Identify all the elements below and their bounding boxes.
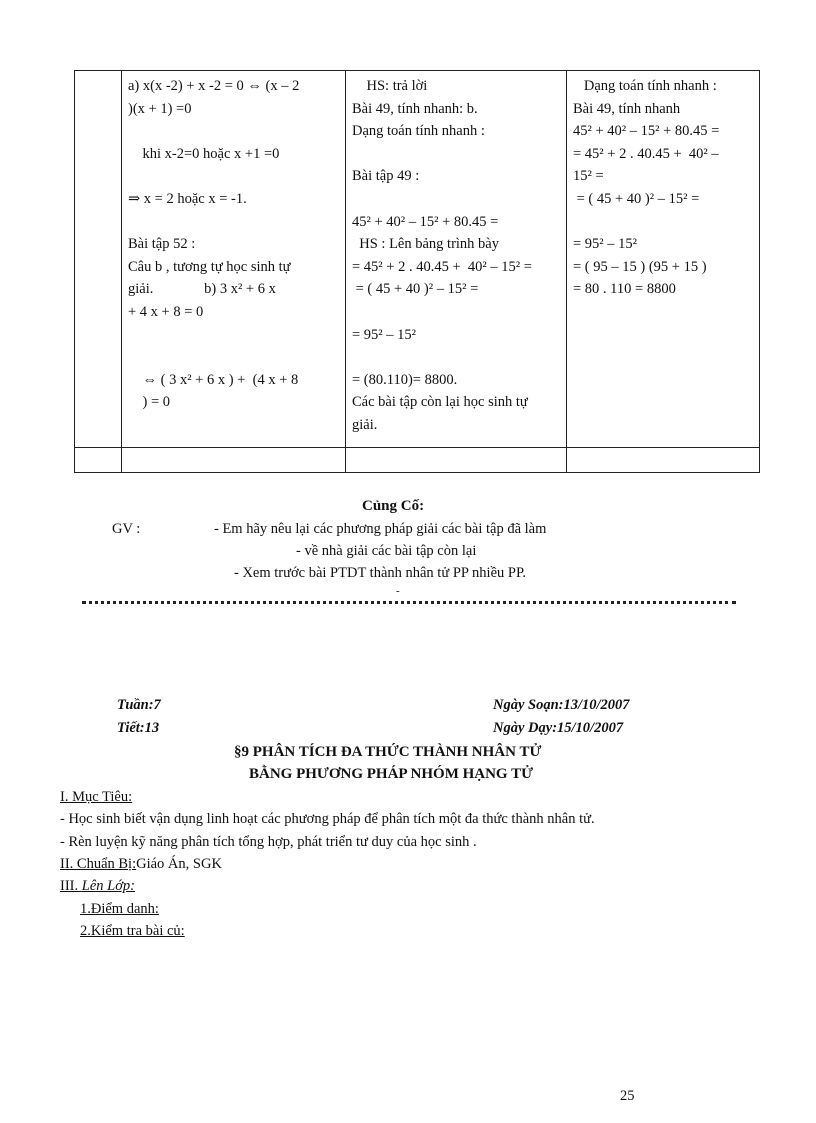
page-number: 25 (620, 1088, 635, 1104)
table-line (128, 324, 339, 347)
table-line: giải. (352, 416, 378, 433)
cungco-dash: - (396, 585, 400, 597)
table-cell-empty (75, 71, 122, 448)
lesson-table (74, 70, 760, 473)
table-line: giải. b) 3 x² + 6 x (128, 281, 276, 298)
table-line (352, 301, 560, 324)
table-line: 45² + 40² – 15² + 80.45 = (352, 213, 499, 230)
table-line: = 45² + 2 . 40.45 + 40² – 15² = (352, 258, 532, 275)
cungco-line-2: - về nhà giải các bài tập còn lại (296, 543, 477, 559)
cungco-line-1: - Em hãy nêu lại các phương pháp giải các bài tập đã làm (214, 521, 547, 537)
class-procedure-heading (60, 878, 135, 895)
teaching-date: Ngày Dạy:15/10/2007 (493, 720, 624, 736)
table-line (128, 211, 339, 234)
objective-2: - Rèn luyện kỹ năng phân tích tổng hợp, phát triển tư duy của học sinh . (60, 834, 477, 850)
table-line: + 4 x + 8 = 0 (128, 303, 204, 320)
board-column (567, 71, 759, 301)
table-line: ⇒ x = 2 hoặc x = -1. (128, 190, 247, 207)
week-label: Tuần:7 (117, 697, 161, 713)
preparation-heading: II. Chuẩn Bị: (60, 856, 137, 872)
preparation-date: Ngày Soạn:13/10/2007 (493, 697, 630, 713)
table-cell-empty (122, 448, 346, 473)
table-line (128, 346, 339, 369)
table-line: Bài 49, tính nhanh (573, 100, 681, 117)
class-procedure-label: Lên Lớp: (81, 878, 136, 894)
objectives-heading: I. Mục Tiêu: (60, 789, 133, 805)
class-procedure-prefix: III. (60, 878, 82, 894)
table-line: = (80.110)= 8800. (352, 371, 458, 388)
table-line: Các bài tập còn lại học sinh tự (352, 394, 528, 411)
table-cell-empty (346, 448, 567, 473)
table-line: Bài tập 52 : (128, 236, 196, 253)
table-line: = ( 45 + 40 )² – 15² = (352, 281, 479, 298)
content-column (122, 71, 345, 414)
homework-check-step: 2.Kiểm tra bài củ: (80, 923, 185, 939)
table-line: a) x(x -2) + x -2 = 0 ⇔ (x – 2 (128, 78, 300, 94)
table-line: = ( 95 – 15 ) (95 + 15 ) (573, 258, 707, 275)
table-line (128, 165, 339, 188)
table-line: = 45² + 2 . 40.45 + 40² – (573, 145, 719, 162)
table-line: = ( 45 + 40 )² – 15² = (573, 190, 700, 207)
preparation-value: Giáo Án, SGK (136, 856, 222, 872)
table-cell-empty (567, 448, 760, 473)
table-line: 45² + 40² – 15² + 80.45 = (573, 123, 720, 140)
table-line: )(x + 1) =0 (128, 100, 192, 117)
table-line: Bài 49, tính nhanh: b. (352, 100, 478, 117)
table-line: Dạng toán tính nhanh : (573, 78, 717, 94)
table-line (352, 346, 560, 369)
table-line: Dạng toán tính nhanh : (352, 123, 485, 140)
table-line: = 95² – 15² (352, 326, 416, 343)
table-line: 15² = (573, 168, 604, 185)
table-line: ⇔ ( 3 x² + 6 x ) + (4 x + 8 (128, 371, 299, 388)
lesson-title-line-1: §9 PHÂN TÍCH ĐA THỨC THÀNH NHÂN TỬ (234, 744, 542, 760)
table-line: Bài tập 49 : (352, 168, 420, 185)
objective-1: - Học sinh biết vận dụng linh hoạt các phương pháp để phân tích một đa thức thành nhân tử. (60, 811, 595, 827)
table-line (128, 120, 339, 143)
table-line: = 80 . 110 = 8800 (573, 281, 676, 298)
table-line: = 95² – 15² (573, 236, 637, 253)
table-line: ) = 0 (128, 394, 171, 411)
dotted-divider (82, 601, 736, 604)
table-cell-board (567, 71, 760, 448)
preparation-line (60, 856, 222, 873)
table-line: Câu b , tương tự học sinh tự (128, 258, 291, 275)
attendance-step: 1.Điểm danh: (80, 901, 159, 917)
table-line (352, 188, 560, 211)
table-line: HS : Lên bảng trình bày (352, 236, 499, 253)
table-line: HS: trả lời (352, 78, 428, 94)
table-line: khi x-2=0 hoặc x +1 =0 (128, 145, 280, 162)
cungco-line-3: - Xem trước bài PTDT thành nhân tử PP nhiều PP. (234, 565, 527, 581)
lesson-title-line-2: BẰNG PHƯƠNG PHÁP NHÓM HẠNG TỬ (249, 766, 534, 782)
student-column (346, 71, 566, 437)
table-cell-empty (75, 448, 122, 473)
period-label: Tiết:13 (117, 720, 160, 736)
table-cell-student (346, 71, 567, 448)
table-line (573, 211, 753, 234)
table-line (352, 143, 560, 166)
gv-label: GV : (112, 521, 141, 537)
table-cell-content (122, 71, 346, 448)
cungco-title: Củng Cố: (362, 498, 425, 514)
